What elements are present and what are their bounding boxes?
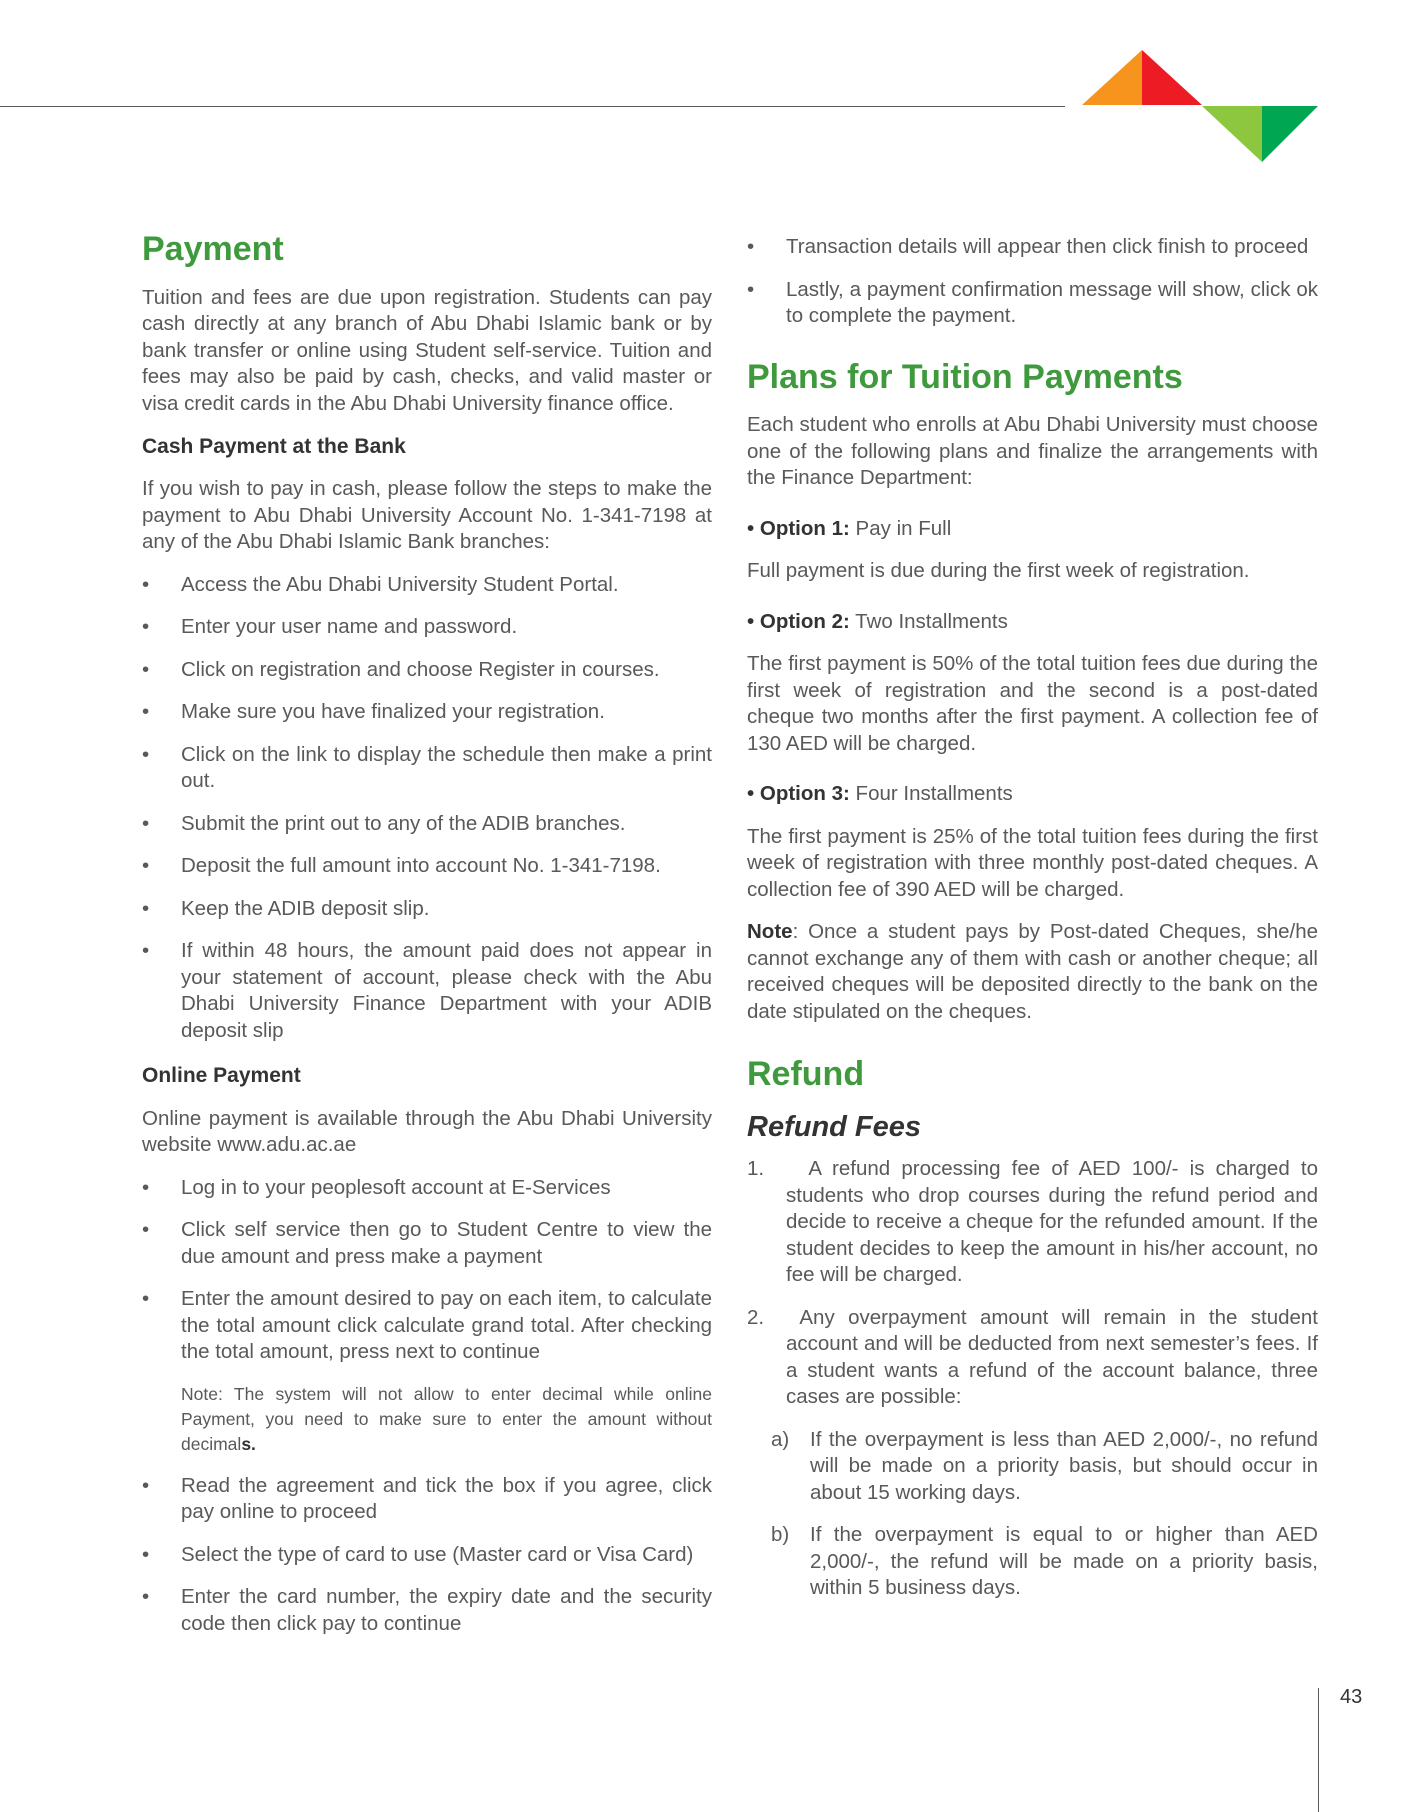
list-item: • Click on registration and choose Register in courses. <box>142 657 712 684</box>
list-item: • Make sure you have finalized your registration. <box>142 699 712 726</box>
case-text: If the overpayment is equal to or higher than AED 2,000/-, the refund will be made on a priority basis, within 5 business days. <box>810 1523 1318 1600</box>
option-label: • Option 3: <box>747 782 850 805</box>
refund-case <box>747 1427 1318 1507</box>
option-label: • Option 1: <box>747 516 850 540</box>
option-1-desc: Full payment is due during the first week of registration. <box>747 559 1250 582</box>
refund-case <box>747 1522 1318 1602</box>
list-item: • Click self service then go to Student Centre to view the due amount and press make a payment <box>142 1217 712 1270</box>
option-label: • Option 2: <box>747 609 850 633</box>
list-item: • Deposit the full amount into account No. 1-341-7198. <box>142 853 712 880</box>
item-text: Any overpayment amount will remain in the student account and will be deducted from next semester’s fees. If a student wants a refund of the account balance, three cases are possible: <box>786 1305 1324 1409</box>
refund-item <box>747 1156 1324 1289</box>
refund-title: Refund <box>747 1055 865 1093</box>
list-item: • Click on the link to display the schedule then make a print out. <box>142 742 712 795</box>
cash-heading: Cash Payment at the Bank <box>142 435 406 458</box>
option-3 <box>747 781 1318 808</box>
option-2 <box>747 609 1318 636</box>
option-3-desc: The first payment is 25% of the total tuition fees during the first week of registration with three monthly post-dated cheques. A collection fee of 390 AED will be charged. <box>747 824 1318 901</box>
payment-title: Payment <box>142 230 284 268</box>
cash-intro: If you wish to pay in cash, please follow the steps to make the payment to Abu Dhabi University Account No. 1-341-7198 at any of the Abu Dhabi Islamic Bank branches: <box>142 477 712 554</box>
right-column <box>747 234 1324 1618</box>
refund-fees-title: Refund Fees <box>747 1110 922 1143</box>
list-item: • Transaction details will appear then click finish to proceed <box>747 234 1318 261</box>
list-item: • Access the Abu Dhabi University Student Portal. <box>142 572 712 599</box>
online-steps-continued <box>747 234 1318 330</box>
online-heading: Online Payment <box>142 1064 301 1088</box>
plans-title: Plans for Tuition Payments <box>747 357 1183 396</box>
triangle-logo-icon <box>1080 50 1320 164</box>
option-name: Pay in Full <box>855 516 952 540</box>
list-item: • Select the type of card to use (Master card or Visa Card) <box>142 1542 712 1569</box>
list-item: • Log in to your peoplesoft account at E-Services <box>142 1175 712 1202</box>
header-rule <box>0 106 1065 107</box>
page-number-rule <box>1318 1688 1319 1812</box>
item-text: A refund processing fee of AED 100/- is charged to students who drop courses during the refund period and decide to receive a cheque for the refunded amount. If the student decides to keep the amount in his/her account, no fee will be charged. <box>786 1157 1324 1287</box>
list-item: • Keep the ADIB deposit slip. <box>142 896 712 923</box>
list-item: • If within 48 hours, the amount paid does not appear in your statement of account, please check with the Abu Dhabi University Finance Department with your ADIB deposit slip <box>142 938 712 1044</box>
page-number: 43 <box>1340 1686 1363 1708</box>
online-note-end: s. <box>241 1433 256 1454</box>
list-item <box>142 1286 712 1457</box>
online-intro: Online payment is available through the Abu Dhabi University website www.adu.ac.ae <box>142 1106 712 1157</box>
list-item: • Submit the print out to any of the ADIB branches. <box>142 811 712 838</box>
list-item: • Enter the card number, the expiry date and the security code then click pay to continue <box>142 1584 712 1637</box>
option-2-desc: The first payment is 50% of the total tuition fees due during the first week of registration and the second is a post-dated cheque two months after the first payment. A collection fee of 130 AED will be charged. <box>747 652 1318 755</box>
list-item: • Read the agreement and tick the box if you agree, click pay online to proceed <box>142 1473 712 1526</box>
list-item: • Lastly, a payment confirmation message will show, click ok to complete the payment. <box>747 277 1318 330</box>
item-number: 2. <box>747 1305 765 1329</box>
online-note-text: Note: The system will not allow to enter decimal while online Payment, you need to make sure to enter the amount without decimal <box>181 1383 712 1454</box>
list-item: • Enter your user name and password. <box>142 614 712 641</box>
case-letter: a) <box>771 1427 790 1451</box>
option-name: Two Installments <box>855 609 1008 633</box>
option-name: Four Installments <box>855 782 1013 805</box>
online-note <box>181 1382 712 1457</box>
note-text: : Once a student pays by Post-dated Cheques, she/he cannot exchange any of them with cash or another cheque; all received cheques will be deposited directly to the bank on the date stipulated on the cheques. <box>747 920 1318 1023</box>
left-column <box>142 228 712 1655</box>
case-text: If the overpayment is less than AED 2,000/-, no refund will be made on a priority basis, but should occur in about 15 working days. <box>810 1427 1318 1504</box>
list-item-text: Enter the amount desired to pay on each item, to calculate the total amount click calculate grand total. After checking the total amount, press next to continue <box>181 1287 712 1364</box>
note-label: Note <box>747 920 793 943</box>
case-letter: b) <box>771 1523 790 1547</box>
plans-intro: Each student who enrolls at Abu Dhabi University must choose one of the following plans and finalize the arrangements with the Finance Department: <box>747 413 1318 489</box>
cash-steps-list <box>142 572 712 1045</box>
payment-intro: Tuition and fees are due upon registration. Students can pay cash directly at any branch of Abu Dhabi Islamic bank or by bank transfer or online using Student self-service. Tuition and fees may also be paid by cash, checks, and valid master or visa credit cards in the Abu Dhabi University finance office. <box>142 285 712 415</box>
option-1 <box>747 516 1318 543</box>
refund-item <box>747 1305 1324 1411</box>
cheque-note <box>747 919 1318 1025</box>
online-steps-list <box>142 1175 712 1638</box>
item-number: 1. <box>747 1157 765 1181</box>
